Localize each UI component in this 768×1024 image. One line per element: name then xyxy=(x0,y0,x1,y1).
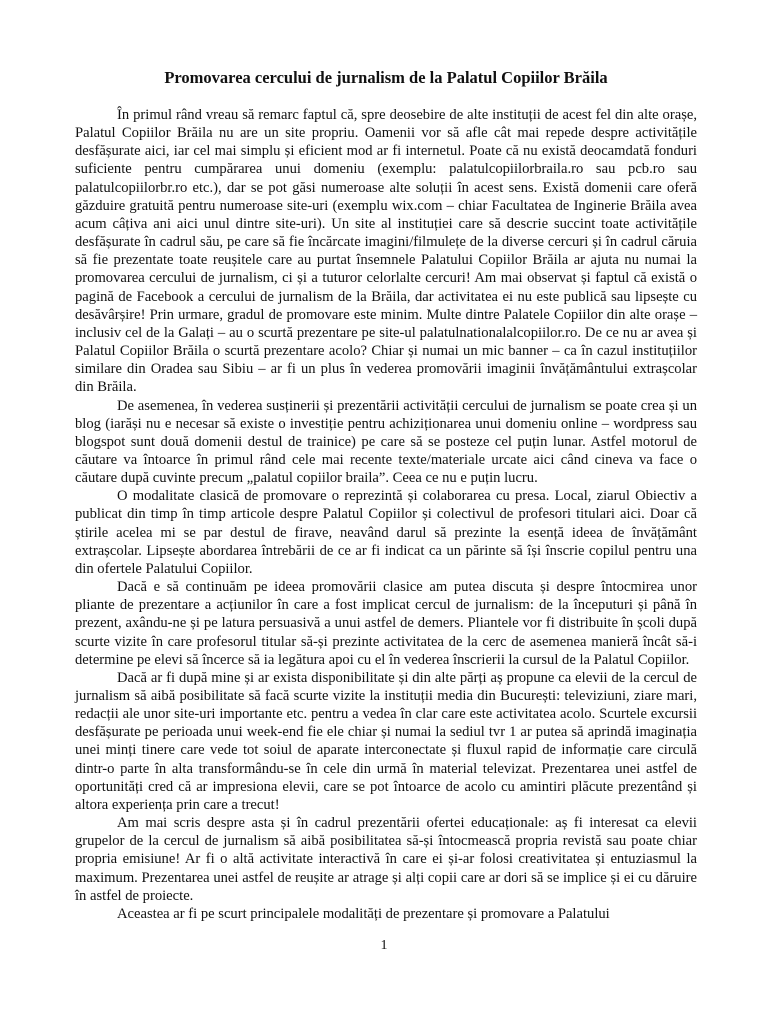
paragraph-blog: De asemenea, în vederea susținerii și prezentării activității cercului de jurnalism se poate crea și un blog (iarăși nu e necesar să existe o investiție pentru achiziționarea unui domeniu online – wordpress sau blogspot sunt două domenii destul de trainice) pe care să se posteze cel puțin lunar. Astfel motorul de căutare va întoarce în primul rând cele mai recente texte/materiale urcate aici când cineva va face o căutare după cuvinte precum „palatul copiilor braila”. Ceea ce nu e puțin lucru. xyxy=(75,397,697,487)
paragraph-leaflets: Dacă e să continuăm pe ideea promovării clasice am putea discuta și despre întocmirea unor pliante de prezentare a acțiunilor în care a fost implicat cercul de jurnalism: de la începuturi și până în prezent, axându-ne și pe latura persuasivă a unui astfel de demers. Pliantele vor fi distribuite în școli după scurte vizite în care profesorul titular să-și prezinte activitatea de la cerc de asemenea manieră încât să-i determine pe elevi să încerce să ia legătura apoi cu el în vederea înscrierii la cursul de la Palatul Copiilor. xyxy=(75,579,697,668)
paragraph-media-visits: Dacă ar fi după mine și ar exista disponibilitate și din alte părți aș propune ca elevii de la cercul de jurnalism să aibă posibilitate să facă scurte vizite la instituții media din București: televiziuni, ziare mari, redacții ale unor site-uri importante etc. pentru a vedea în clar care este activitatea acolo. Scurtele excursii desfășurate pe perioada unui week-end fie ele chiar și numai la sediul tvr 1 ar putea să aprindă imaginația unei minți tinere care vede tot soiul de aparate interconectate și fluxul rapid de informație care circulă dintr-o parte în alta transformându-se în cele din urmă în material televizat. Prezentarea unei astfel de oportunități cred că ar impresiona elevii, care se pot întoarce de acolo cu amintiri plăcute prezentând și altora experiența prin care a trecut! xyxy=(75,669,697,813)
paragraph-magazine: Am mai scris despre asta și în cadrul prezentării ofertei educaționale: aș fi interesat ca elevii grupelor de la cercul de jurnalism să aibă posibilitatea să-și întocmească propria revistă sau poate chiar propria emisiune! Ar fi o altă activitate interactivă în care ei și-ar folosi creativitatea și entuziasmul la maximum. Prezentarea unei astfel de reușite ar atrage și alți copii care ar dori să se implice și ei cu dăruire în astfel de proiecte. xyxy=(75,815,697,904)
paragraph-site: În primul rând vreau să remarc faptul că, spre deosebire de alte instituții de acest fel din alte orașe, Palatul Copiilor Brăila nu are un site propriu. Oamenii vor să afle cât mai repede despre activitățile desfășurate aici, iar cel mai simplu și eficient mod ar fi internetul. Poate că nu există deocamdată fonduri suficiente pentru cumpărarea unui domeniu (exemplu: palatulcopiilorbraila.ro sau pcb.ro sau palatulcopiilorbr.ro etc.), dar se pot găsi numeroase alte soluții în acest sens. Există domenii care oferă găzduire gratuită pentru numeroase site-uri (exemplu wix.com – chiar Facultatea de Inginerie Brăila avea acum câțiva ani aici unul dintre site-uri). Un site al instituției care să descrie succint toate activitățile desfășurate în cadrul său, pe care să fie încărcate imagini/filmulețe de la diverse cercuri și în cadrul căruia să fie prezentate toate reușitele care au purtat însemnele Palatului Copiilor Brăila ar ajuta nu numai la promovarea cercului de jurnalism, ci și a tuturor celorlalte cercuri! Am mai observat și faptul că există o pagină de Facebook a cercului de jurnalism de la Brăila, dar activitatea ei nu este publică sau lipsește cu desăvârșire! Prin urmare, gradul de promovare este minim. Multe dintre Palatele Copiilor din alte orașe – inclusiv cel de la Galați – au o scurtă prezentare pe site-ul palatulnationalalcopiilor.ro. De ce nu ar avea și Palatul Copiilor Brăila o scurtă prezentare acolo? Chiar și numai un mic banner – ca în cazul instituțiilor similare din Oradea sau Sibiu – ar fi un plus în vederea promovării imaginii învățământului extrașcolar din Brăila. xyxy=(75,107,697,396)
paragraph-press: O modalitate clasică de promovare o reprezintă și colaborarea cu presa. Local, ziarul Obiectiv a publicat din timp în timp articole despre Palatul Copiilor și colectivul de profesori titulari aici. Doar că știrile acelea mi se par destul de firave, neavând darul să prezinte la esență ideea de învățământ extrașcolar. Lipsește abordarea întrebării de ce ar fi indicat ca un părinte să își înscrie copilul pentru una din ofertele Palatului Copiilor. xyxy=(75,488,697,577)
page-number: 1 xyxy=(380,938,388,953)
document-title: Promovarea cercului de jurnalism de la Palatul Copiilor Brăila xyxy=(164,68,608,87)
paragraph-summary: Aceastea ar fi pe scurt principalele modalități de prezentare și promovare a Palatului xyxy=(117,905,610,922)
